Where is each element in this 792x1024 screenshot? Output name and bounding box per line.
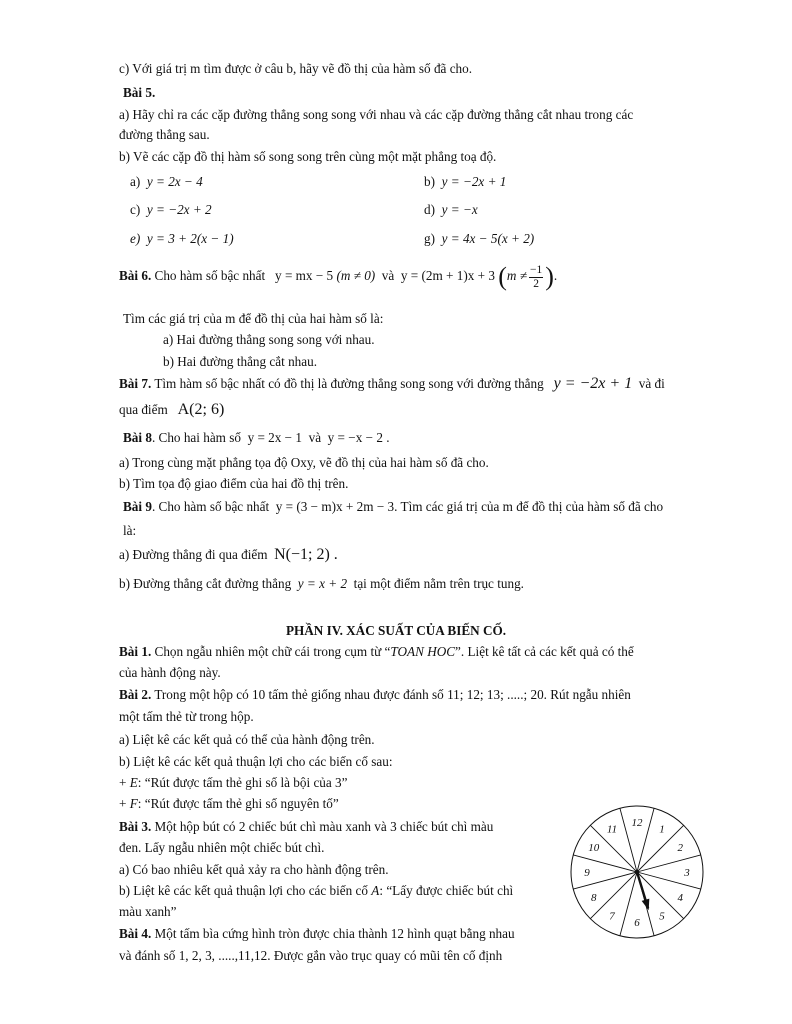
b3-b-pre: b) Liệt kê các kết quả thuận lợi cho các biến cố <box>119 883 368 898</box>
b4-text-a: Một tấm bìa cứng hình tròn được chia thành <box>154 926 388 941</box>
b3-text-c: chiếc bút chì màu <box>399 819 494 834</box>
p4-b3-line2: đen. Lấy ngẫu nhiên một chiếc bút chì. <box>119 840 325 855</box>
bai7-text2: và đi <box>638 376 665 391</box>
item-expr: y = 2x − 4 <box>146 174 203 189</box>
b3-text-b: chiếc bút chì màu xanh và <box>248 819 387 834</box>
p4-b4-line1 <box>119 927 515 940</box>
bai6-b: b) Hai đường thẳng cắt nhau. <box>163 354 318 369</box>
var-F: F <box>129 796 138 811</box>
bai6-c1: (m ≠ 0) <box>336 268 376 284</box>
bai8-line1 <box>123 431 390 444</box>
wheel-spoke <box>637 855 701 872</box>
bai4-c-line <box>119 62 472 75</box>
bai9-expr: y = (3 − m)x + 2m − 3 <box>275 499 395 514</box>
bai9-b-expr: y = x + 2 <box>297 576 348 591</box>
bai6-f1: y = mx − 5 <box>275 268 334 284</box>
E-end: ” <box>341 775 348 790</box>
wheel-label: 9 <box>584 867 590 879</box>
b2-n: 10 <box>252 687 266 702</box>
wheel-label: 5 <box>659 910 665 923</box>
b1-phrase: TOAN HOC <box>390 644 456 659</box>
spinner-wheel <box>567 802 707 942</box>
bai8-f1: y = 2x − 1 <box>247 430 302 445</box>
bai5-item-d <box>424 203 478 216</box>
b4-text-d: . Được gắn vào trục quay có mũi tên cố định <box>267 948 503 963</box>
p4-b1-line1 <box>119 645 634 658</box>
bai9-b-post: tại một điểm nằm trên trục tung. <box>353 576 524 591</box>
wheel-spoke <box>637 872 701 889</box>
item-expr: y = 3 + 2(x − 1) <box>146 231 234 246</box>
F-text: : “Rút được tấm thẻ ghi số nguyên tố” <box>137 796 339 811</box>
bai7-title: Bài 7. <box>119 376 152 391</box>
bai8-text: . Cho hai hàm số <box>151 430 241 445</box>
bai7-line2 <box>119 402 224 418</box>
wheel-label: 6 <box>634 917 640 929</box>
bai5-a-line1: a) Hãy chỉ ra các cặp đường thẳng song song với nhau và các cặp đường thẳng cắt nhau trong các <box>119 107 634 122</box>
b2-text-a: Trong một hộp có <box>154 687 249 702</box>
bai5-item-a <box>130 175 203 188</box>
bai6-paren-close: ) <box>545 262 554 291</box>
b3-text-a: Một hộp bút có <box>154 819 236 834</box>
item-label: d) <box>424 202 435 217</box>
wheel-spoke <box>573 855 637 872</box>
item-label: b) <box>424 174 435 189</box>
frac-den: 2 <box>533 277 539 290</box>
E-num: 3 <box>335 775 342 790</box>
b4-nums: 1, 2, 3, .....,11,12 <box>178 948 268 963</box>
bai8-f2: y = −x − 2 . <box>327 430 390 445</box>
bai5-item-b <box>424 175 506 188</box>
p4-b2-F <box>119 797 339 810</box>
bai8-and: và <box>308 430 322 445</box>
wheel-label: 10 <box>588 842 600 854</box>
var-E: E <box>129 775 138 790</box>
b2-title: Bài 2. <box>119 687 152 702</box>
wheel-label: 2 <box>677 842 684 854</box>
frac-num: −1 <box>529 264 543 277</box>
b4-text-b: hình quạt bằng nhau <box>407 926 515 941</box>
p4-b1-line2: của hành động này. <box>119 665 221 680</box>
item-expr: y = −x <box>441 202 478 217</box>
b3-title: Bài 3. <box>119 819 152 834</box>
bai5-item-e <box>130 232 234 245</box>
item-label: e) <box>130 231 141 246</box>
bai9-b <box>119 577 524 590</box>
bai6-c2-pre: m ≠ <box>506 268 527 284</box>
bai7-expr: y = −2x + 1 <box>553 375 633 392</box>
plus: + <box>119 775 127 790</box>
b4-title: Bài 4. <box>119 926 152 941</box>
bai6-f2: y = (2m + 1)x + 3 <box>400 268 495 284</box>
bai6-title: Bài 6. <box>119 268 152 284</box>
bai6-line1: Bài 6. Cho hàm số bậc nhất y = mx − 5 (m ≠ 0) và y = (2m + 1)x + 3 (m ≠ $\frac{-1}{2}$ ). <box>119 262 558 291</box>
wheel-label: 3 <box>684 867 690 879</box>
bai5-title: Bài 5. <box>123 85 156 100</box>
bai9-line1 <box>123 500 663 513</box>
E-text: : “Rút được tấm thẻ ghi số là bội của <box>137 775 332 790</box>
b2-nums: 11; 12; 13; .....; 20 <box>447 687 544 702</box>
p4-b3-b-line2: màu xanh” <box>119 904 177 919</box>
p4-b2-E <box>119 776 348 789</box>
bai7-point: A(2; 6) <box>177 401 225 418</box>
b3-b-post: : “Lấy được chiếc bút chì <box>379 883 514 898</box>
plus: + <box>119 796 127 811</box>
bai5-a-line2: đường thẳng sau. <box>119 127 210 142</box>
wheel-label: 8 <box>590 892 597 904</box>
bai6-paren-open: ( <box>498 262 507 291</box>
wheel-spoke <box>573 872 637 889</box>
item-label: a) <box>130 174 141 189</box>
wheel-hub <box>635 870 639 874</box>
p4-b3-line1 <box>119 820 493 833</box>
pointer-arrowhead <box>642 899 650 911</box>
p4-b2-a: a) Liệt kê các kết quả có thể của hành động trên. <box>119 732 375 747</box>
bai7-line1 <box>119 376 665 392</box>
bai9-line2: là: <box>123 523 137 538</box>
b2-text-c: . Rút ngẫu nhiên <box>543 687 631 702</box>
item-label: g) <box>424 231 435 246</box>
item-expr: y = −2x + 1 <box>441 174 507 189</box>
bai5-item-g <box>424 232 534 245</box>
part4-heading: PHẦN IV. XÁC SUẤT CỦA BIẾN CỐ. <box>285 623 507 638</box>
wheel-pointer <box>635 870 649 910</box>
bai5-b-line: b) Vẽ các cặp đồ thị hàm số song song trên cùng một mặt phẳng toạ độ. <box>119 149 497 164</box>
bai9-a <box>119 547 338 563</box>
bai6-question: Tìm các giá trị của m để đồ thị của hai hàm số là: <box>123 311 384 326</box>
bai9-b-pre: b) Đường thẳng cắt đường thẳng <box>119 576 292 591</box>
var-A: A <box>371 883 380 898</box>
wheel-label: 1 <box>659 823 665 836</box>
bai7-text1: Tìm hàm số bậc nhất có đồ thị là đường thẳng song song với đường thẳng <box>154 376 544 391</box>
b2-text-b: tấm thẻ giống nhau được đánh số <box>268 687 444 702</box>
b1-title: Bài 1. <box>119 644 152 659</box>
bai8-title: Bài 8 <box>123 430 152 445</box>
b4-text-c: và đánh số <box>119 948 176 963</box>
b4-n: 12 <box>390 926 404 941</box>
bai9-a-point: N(−1; 2) . <box>274 546 338 563</box>
bai8-b: b) Tìm tọa độ giao điểm của hai đồ thị trên. <box>119 476 349 491</box>
bai9-text2: . Tìm các giá trị của m để đồ thị của hàm số đã cho <box>394 499 664 514</box>
p4-b3-b <box>119 884 513 897</box>
b3-n1: 2 <box>238 819 246 834</box>
wheel-label: 7 <box>609 910 615 923</box>
bai7-text3: qua điểm <box>119 402 168 417</box>
p4-b2-line2: một tấm thẻ từ trong hộp. <box>119 709 254 724</box>
bai5-item-c <box>130 203 212 216</box>
bai8-a: a) Trong cùng mặt phẳng tọa độ Oxy, vẽ đồ thị của hai hàm số đã cho. <box>119 455 489 470</box>
bai6-intro: Cho hàm số bậc nhất <box>154 268 266 284</box>
p4-b2-b: b) Liệt kê các kết quả thuận lợi cho các biến cố sau: <box>119 754 393 769</box>
item-label: c) <box>130 202 141 217</box>
wheel-label: 11 <box>606 823 618 836</box>
bai6-a: a) Hai đường thẳng song song với nhau. <box>163 332 375 347</box>
item-expr: y = 4x − 5(x + 2) <box>441 231 535 246</box>
wheel-label: 12 <box>631 817 643 829</box>
bai9-text1: . Cho hàm số bậc nhất <box>151 499 270 514</box>
p4-b2-line1 <box>119 688 631 701</box>
item-expr: y = −2x + 2 <box>146 202 212 217</box>
bai6-and: và <box>381 268 395 284</box>
bai9-title: Bài 9 <box>123 499 152 514</box>
bai9-a-pre: a) Đường thẳng đi qua điểm <box>119 547 268 562</box>
text: c) Với giá trị m tìm được ở câu b, hãy vẽ đồ thị của hàm số đã cho. <box>119 61 473 76</box>
bai6-fraction <box>529 264 543 289</box>
p4-b3-a: a) Có bao nhiêu kết quả xảy ra cho hành động trên. <box>119 862 389 877</box>
b1-text-a: Chọn ngẫu nhiên một chữ cái trong cụm từ “ <box>154 644 391 659</box>
b1-text-b: ”. Liệt kê tất cả các kết quả có thể <box>455 644 634 659</box>
p4-b4-line2 <box>119 949 502 962</box>
b3-n2: 3 <box>390 819 397 834</box>
wheel-label: 4 <box>677 892 684 904</box>
